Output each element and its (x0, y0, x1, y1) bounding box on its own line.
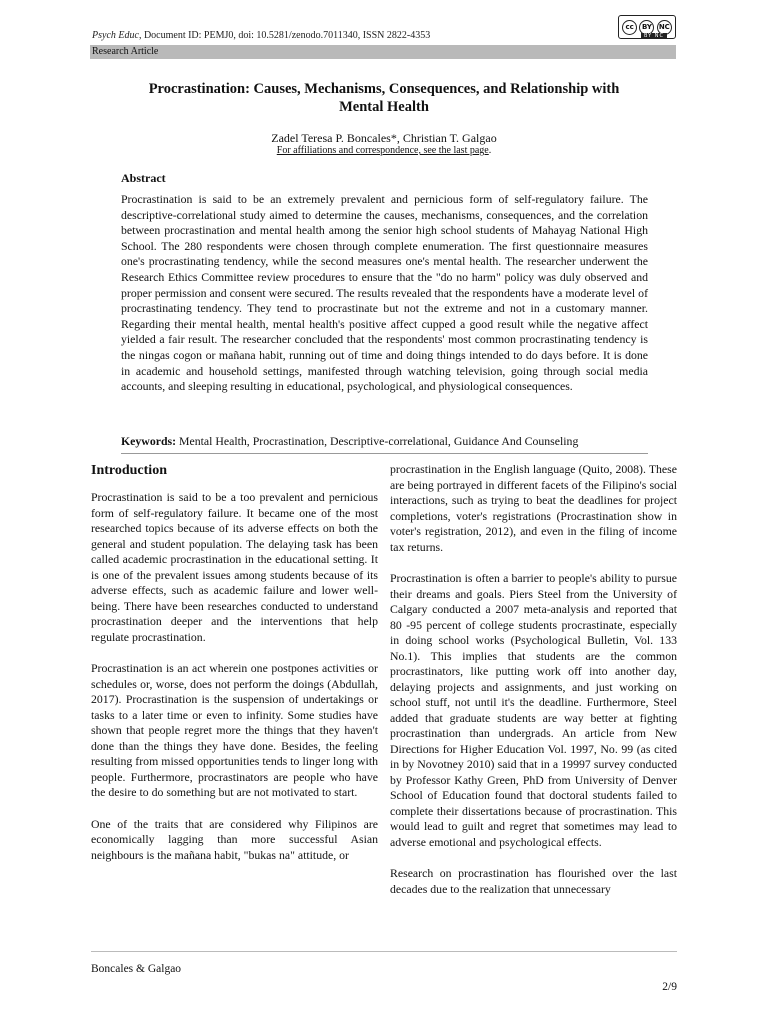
abstract-body: Procrastination is said to be an extremely prevalent and pernicious form of self-regulatory failure. The descriptive-correlational study aimed to determine the causes, mechanisms, consequences, and the correlation between procrastination and mental health among the senior high school students of Mahayag National High School. The 280 respondents were chosen through complete enumeration. The first questionnaire measures one's procrastinating tendency, while the second measures one's mental health. The researcher underwent the Research Ethics Committee review procedures to ensure that the "do no harm" policy was duly observed and proper permission and consent were secured. The results revealed that the respondents have a moderate level of procrastinating tendency. They tend to procrastinate but not the extreme and not in a customary manner. Regarding their mental health, mental health's positive affect cupped a good result while the negative affect yielded a fair result. The researcher concluded that the respondents' most common procrastinating tendency is the ningas cogon or mañana habit, running out of time and doing things intended to do days before. It is done in academic and household settings, manifested through watching television, going through social media accounts, and sleeping resulting in educational, psychological, and physiological consequences. (121, 192, 648, 394)
paragraph: Procrastination is often a barrier to people's ability to pursue their dreams and goals. Piers Steel from the University of Calgary conducted a 2007 meta-analysis and reported that 80 -95 percent of college students procrastinate, especially in doing school works (Psychological Bulletin, Vol. 133 No.1). This implies that students are the common procrastinators, like putting work off into another day, delaying projects and assignments, and just working on school stuff, not until it's the deadline. Furthermore, Steel added that graduate students are way better at fighting procrastination than undergrads. An article from New Directions for Higher Education Vol. 1997, No. 99 (as cited in by Novotney 2010) said that in a 19997 survey conducted by Professor Kathy Green, PhD from University of Denver School of Education found that doctoral students failed to complete their dissertations because of procrastination. This would lead to guilt and regret that sometimes may lead to adverse emotional and psychological effects. (390, 571, 677, 849)
running-header (92, 30, 430, 41)
abstract-heading: Abstract (121, 171, 166, 185)
left-column (91, 462, 378, 879)
paper-title: Procrastination: Causes, Mechanisms, Consequences, and Relationship with Mental Health (148, 81, 620, 115)
right-column (390, 462, 677, 913)
footer-authors: Boncales & Galgao (91, 963, 182, 975)
attribution-icon: BY (639, 20, 654, 35)
affiliation-period: . (488, 145, 492, 156)
affiliation-note (0, 145, 768, 156)
creative-commons-license-icon[interactable] (618, 15, 676, 39)
paragraph: procrastination in the English language (Quito, 2008). These are being portrayed in different facets of the Filipino's social interactions, such as trying to beat the deadlines for project completions, voter's registrations (Procrastination show in voter's registration, 2012), and even in the filing of income tax returns. (390, 462, 677, 554)
paragraph: Research on procrastination has flourished over the last decades due to the realization that unnecessary (390, 866, 677, 896)
cc-icon: cc (622, 20, 637, 35)
noncommercial-icon: NC (657, 20, 672, 35)
footer-divider (91, 951, 677, 952)
keywords-label: Keywords: (121, 434, 177, 448)
article-type-bar: Research Article (90, 45, 676, 59)
affiliation-link[interactable]: For affiliations and correspondence, see the last page (276, 145, 489, 156)
citation-info: , Document ID: PEMJ0, doi: 10.5281/zenodo.7011340, ISSN 2822-4353 (138, 30, 431, 41)
paragraph: One of the traits that are considered why Filipinos are economically lagging than more successful Asian neighbours is the mañana habit, "bukas na" attitude, or (91, 816, 378, 862)
license-tag: BY NC (641, 33, 667, 39)
keywords-value: Mental Health, Procrastination, Descriptive-correlational, Guidance And Counseling (176, 434, 579, 448)
paragraph: Procrastination is an act wherein one postpones activities or schedules or, worse, does not perform the doings (Abdullah, 2017). Procrastination is the suspension of undertakings or tasks to a later time or even to infinity. Some studies have shown that people regret more the things that they haven't done than the things they have done. Besides, the feeling resulting from missed opportunities tends to linger long with people. Furthermore, procrastinators are people who have the desire to do something but are not motivated to start. (91, 661, 378, 799)
journal-name: Psych Educ (92, 30, 139, 41)
paragraph: Procrastination is said to be a too prevalent and pernicious form of self-regulatory failure. It became one of the most researched topics because of its adverse effects on both the general and student population. The delaying task has been called academic procrastination in the educational setting. It is one of the prevalent issues among students because of its adverse effects, such as academic failure and lower well-being. There have been researches conducted to understand procrastination deeper and the interventions that help regulate procrastination. (91, 490, 378, 644)
page-number: 2/9 (662, 981, 677, 993)
keywords-line (121, 434, 661, 449)
introduction-heading: Introduction (91, 463, 167, 478)
author-list: Zadel Teresa P. Boncales*, Christian T. Galgao (271, 131, 497, 145)
abstract-divider (121, 453, 648, 454)
